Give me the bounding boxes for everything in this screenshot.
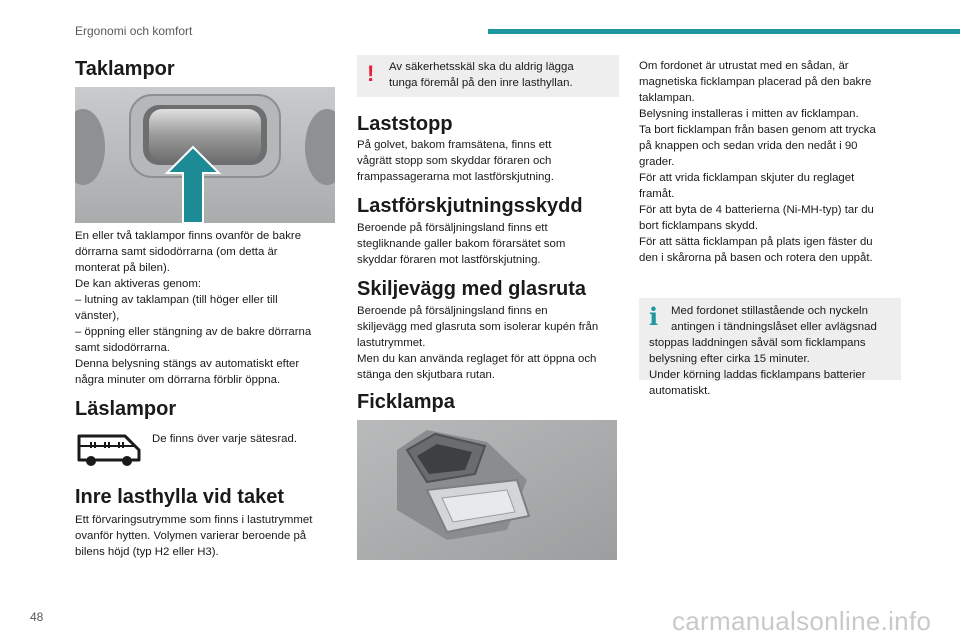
heading-skiljevagg: Skiljevägg med glasruta (357, 278, 586, 300)
header-accent-bar (488, 29, 960, 34)
info-text-rest: stoppas laddningen såväl som ficklampans belysning efter cirka 15 minuter. Under körning laddas ficklampans batterier automatiskt. (649, 337, 866, 397)
heading-laslampor: Läslampor (75, 398, 177, 420)
page-number: 48 (30, 610, 44, 624)
flashlight-image (357, 420, 617, 560)
info-text-first: Med fordonet stillastående och nyckeln antingen i tändningslåset eller avlägsnad (671, 305, 877, 333)
warning-exclamation-icon: ! (367, 61, 375, 86)
lasthylla-text: Ett förvaringsutrymme som finns i lastutrymmet ovanför hytten. Volymen varierar beroende på bilens höjd (typ H2 eller H3). (75, 514, 313, 558)
ceiling-lamp-image (75, 87, 335, 223)
taklampor-text: En eller två taklampor finns ovanför de bakre dörrarna samt sidodörrarna (om detta är monterat på bilen). De kan aktiveras genom: – lutning av taklampan (till höger eller till vänster), – öppning eller stängning av de bakre dörrarna samt sidodörrarna. Denna belysning stängs av automatiskt efter några minuter om dörrarna förblir öppna. (75, 230, 312, 386)
van-seat-rows-icon (75, 428, 143, 468)
warning-panel (357, 55, 619, 97)
heading-lasthylla: Inre lasthylla vid taket (75, 486, 284, 508)
watermark: carmanualsonline.info (672, 606, 932, 636)
laslampor-text: De finns över varje sätesrad. (152, 433, 297, 445)
info-icon: i (649, 302, 659, 331)
ficklampa-text: Om fordonet är utrustat med en sådan, är magnetiska ficklampan placerad på den bakre taklampan. Belysning installeras i mitten av ficklampan. Ta bort ficklampan från basen genom att trycka på knappen och sedan vrida den nedåt i 90 grader. För att vrida ficklampan skjuter du reglaget framåt. För att byta de 4 batterierna (Ni-MH-typ) tar du bort ficklampans skydd. För att sätta ficklampan på plats igen fäster du den i skårorna på basen och rotera den uppåt. (639, 60, 876, 264)
heading-laststopp: Laststopp (357, 113, 453, 135)
info-panel (639, 298, 901, 397)
laststopp-text: På golvet, bakom framsätena, finns ett vågrätt stopp som skyddar föraren och frampassagerarna mot lastförskjutning. (357, 139, 554, 183)
heading-lastskydd: Lastförskjutningsskydd (357, 195, 583, 217)
heading-taklampor: Taklampor (75, 58, 175, 80)
header-section-title: Ergonomi och komfort (75, 24, 193, 38)
lastskydd-text: Beroende på försäljningsland finns ett stegliknande galler bakom förarsätet som skyddar föraren mot lastförskjutning. (357, 222, 566, 266)
heading-ficklampa: Ficklampa (357, 391, 455, 413)
skiljevagg-text: Beroende på försäljningsland finns en skiljevägg med glasruta som isolerar kupén från lastutrymmet. Men du kan använda reglaget för att öppna och stänga den skjutbara rutan. (357, 305, 599, 381)
warning-text: Av säkerhetsskäl ska du aldrig lägga tunga föremål på den inre lasthyllan. (389, 61, 574, 89)
